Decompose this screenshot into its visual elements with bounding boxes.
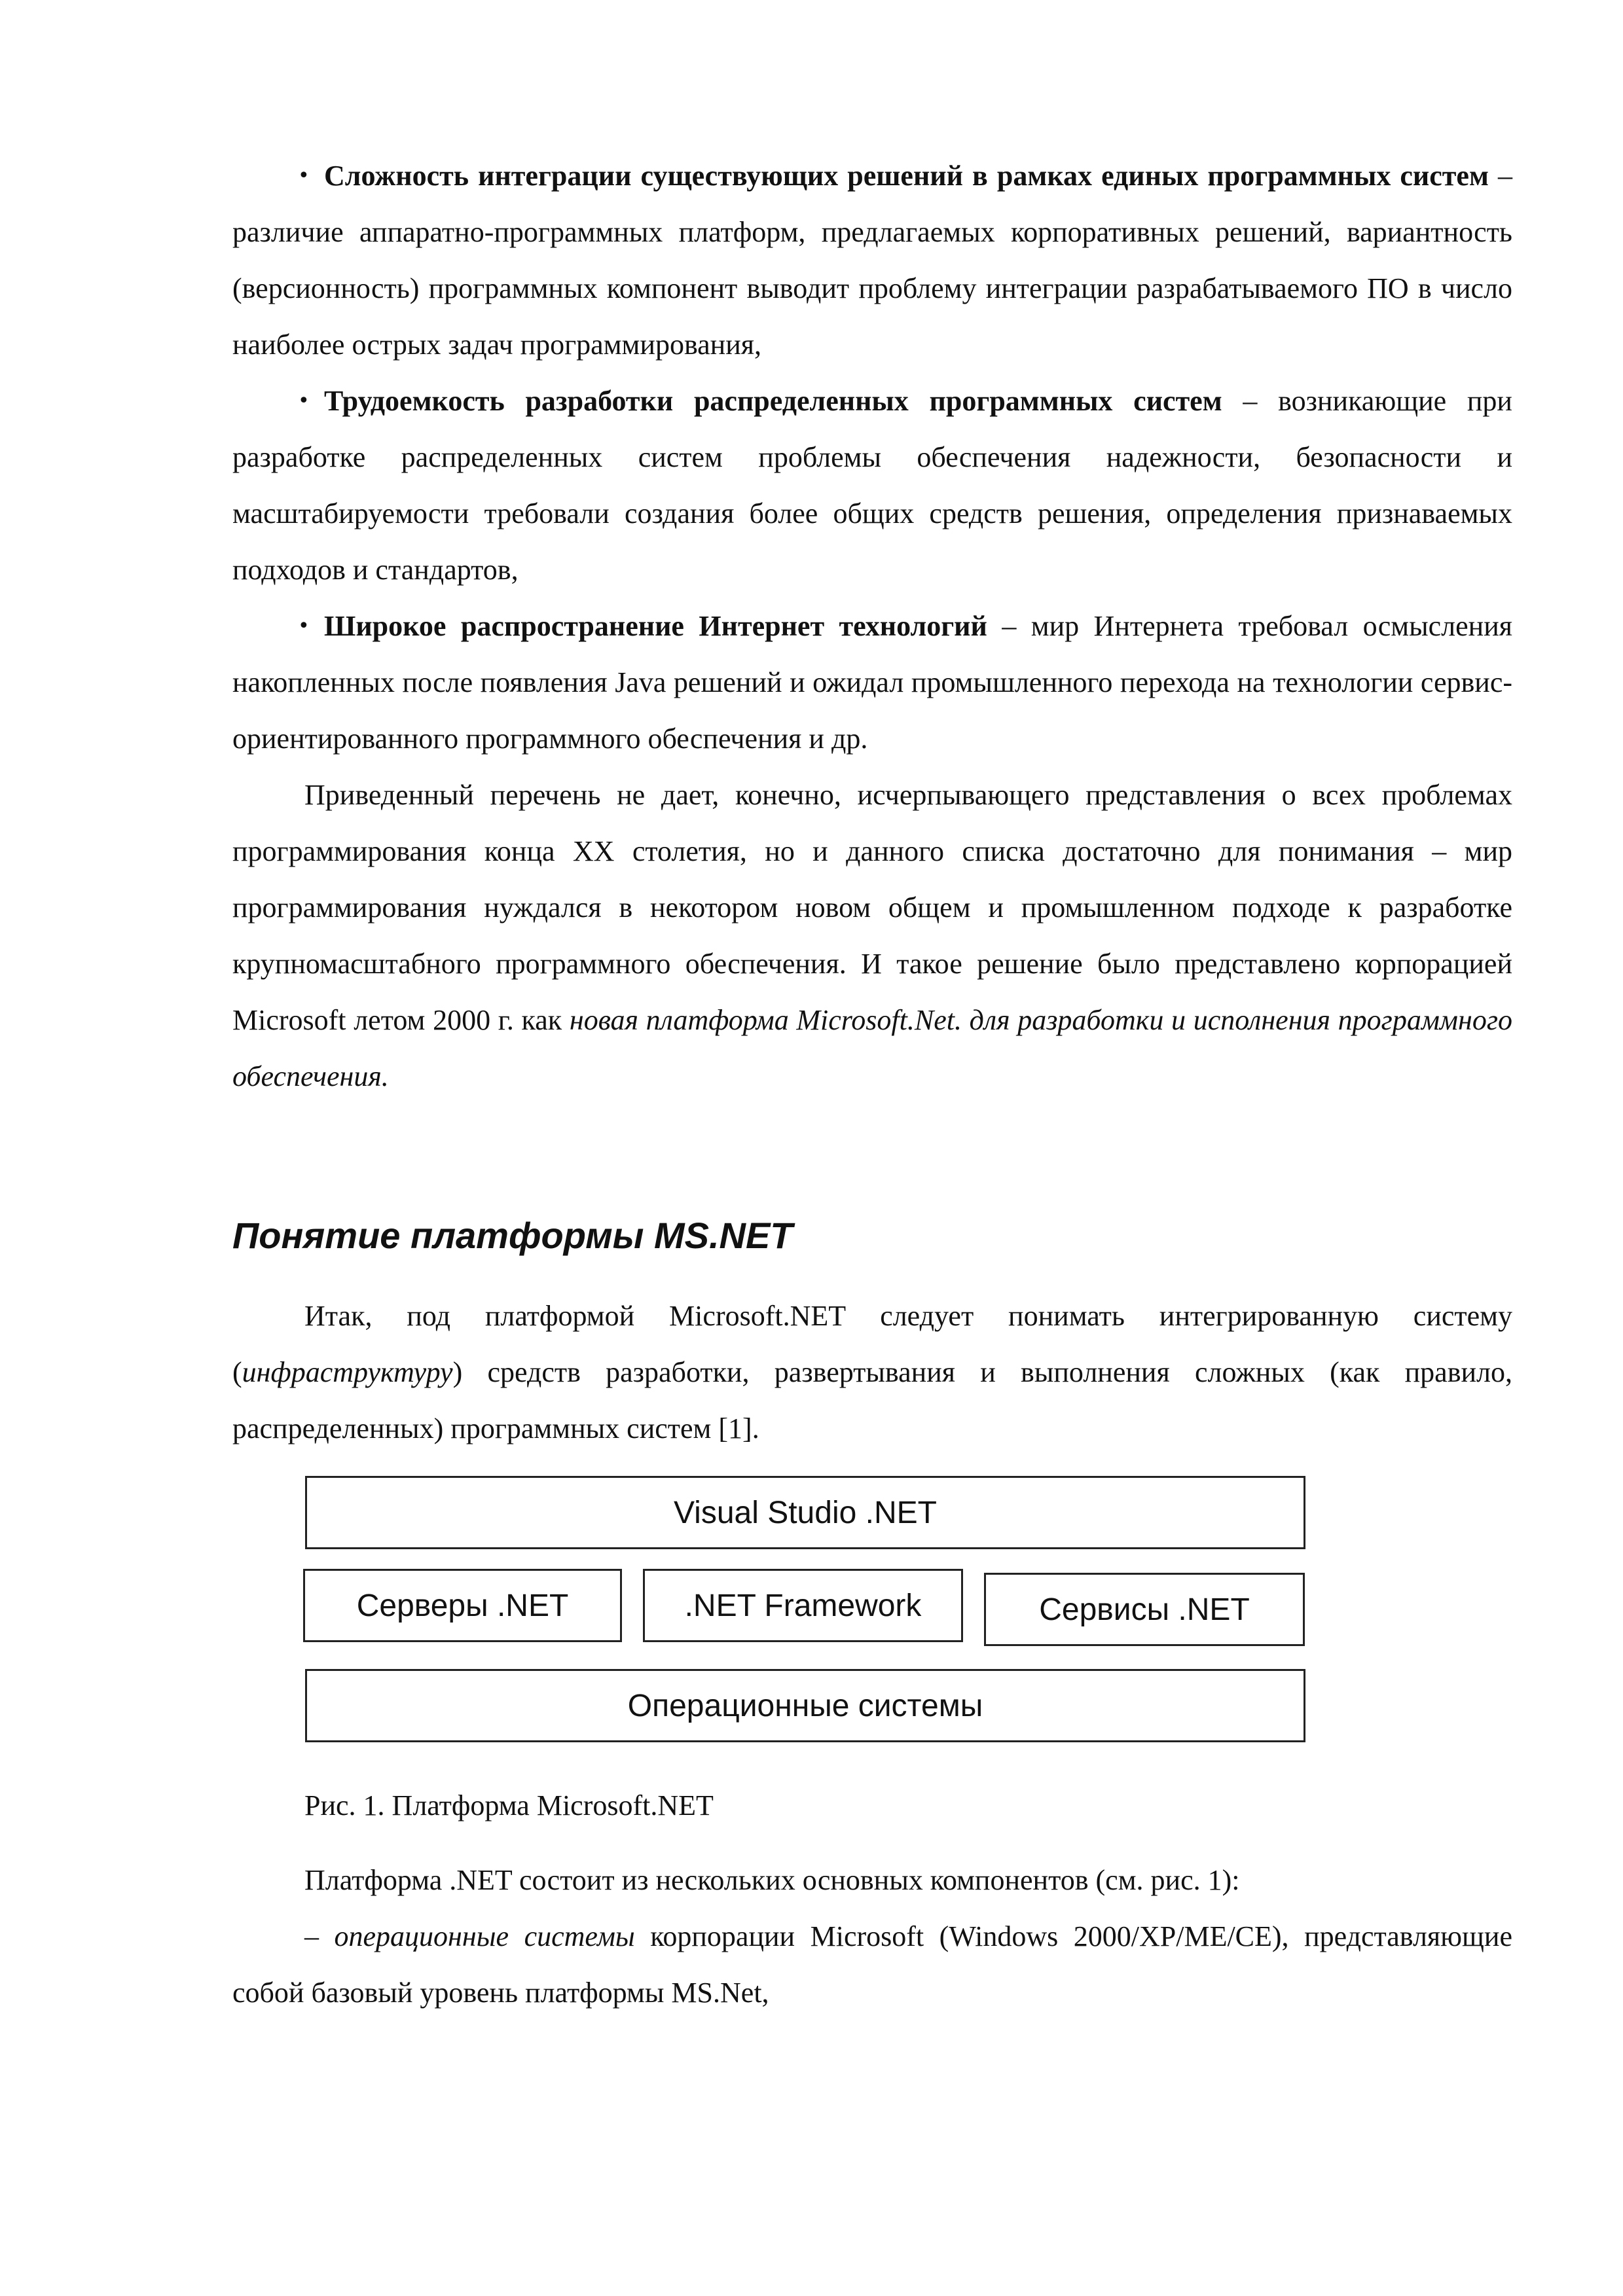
list-dash: – bbox=[304, 1920, 335, 1952]
bullet-icon: • bbox=[298, 615, 310, 637]
paragraph-definition-before: Итак, под платформой Microsoft.NET следует понимать интегрированную систему ( bbox=[232, 1300, 1512, 1388]
diagram-box-os: Операционные системы bbox=[305, 1669, 1305, 1742]
figure-caption: Рис. 1. Платформа Microsoft.NET bbox=[304, 1789, 714, 1821]
bullet-icon: • bbox=[298, 164, 310, 187]
bullet-description: – мир Интернета требовал осмысления накопленных после появления Java решений и ожидал промышленного перехода на технологии сервис-ориентированного программного обеспечения и др. bbox=[232, 610, 1512, 755]
paragraph-summary-text: Приведенный перечень не дает, конечно, исчерпывающего представления о всех проблемах программирования конца XX столетия, но и данного списка достаточно для понимания – мир программирования нуждался в некотором новом общем и промышленном подходе к разработке крупномасштабного программного обеспечения. И такое решение было представлено корпорацией Microsoft летом 2000 г. как bbox=[232, 779, 1512, 1036]
bullet-item-distributed bbox=[232, 373, 1512, 598]
diagram-box-servers: Серверы .NET bbox=[303, 1569, 622, 1642]
bullet-item-internet bbox=[232, 598, 1512, 767]
diagram-box-visual-studio: Visual Studio .NET bbox=[305, 1476, 1305, 1549]
bullet-description: – возникающие при разработке распределенных систем проблемы обеспечения надежности, безопасности и масштабируемости требовали создания более общих средств решения, определения признаваемых подходов и стандартов, bbox=[232, 385, 1512, 586]
list-item-term: операционные системы bbox=[334, 1920, 635, 1952]
bullet-list bbox=[232, 148, 1512, 1105]
components-block bbox=[232, 1852, 1512, 2021]
diagram-box-services: Сервисы .NET bbox=[984, 1573, 1305, 1646]
diagram-box-framework: .NET Framework bbox=[643, 1569, 963, 1642]
bullet-term: Трудоемкость разработки распределенных программных систем bbox=[324, 385, 1222, 417]
paragraph-definition-after: ) средств разработки, развертывания и выполнения сложных (как правило, распределенных) программных систем [1]. bbox=[232, 1356, 1512, 1444]
paragraph-summary bbox=[232, 767, 1512, 1105]
list-item-description: корпорации Microsoft (Windows 2000/XP/ME/CE), представляющие собой базовый уровень платформы MS.Net, bbox=[232, 1920, 1512, 2009]
bullet-term: Сложность интеграции существующих решений в рамках единых программных систем bbox=[324, 160, 1489, 192]
bullet-term: Широкое распространение Интернет технологий bbox=[324, 610, 987, 642]
intro-block bbox=[232, 1288, 1512, 1457]
paragraph-definition bbox=[232, 1288, 1512, 1457]
section-heading: Понятие платформы MS.NET bbox=[232, 1215, 793, 1256]
bullet-description: – различие аппаратно-программных платформ, предлагаемых корпоративных решений, вариантность (версионность) программных компонент выводит проблему интеграции разрабатываемого ПО в число наиболее острых задач программирования, bbox=[232, 160, 1512, 361]
list-item-os bbox=[232, 1909, 1512, 2021]
paragraph-components: Платформа .NET состоит из нескольких основных компонентов (см. рис. 1): bbox=[304, 1864, 1240, 1896]
bullet-item-integration bbox=[232, 148, 1512, 373]
paragraph-summary-italic: новая платформа Microsoft.Net. для разработки и исполнения программного обеспечения. bbox=[232, 1004, 1513, 1092]
bullet-icon: • bbox=[298, 389, 310, 412]
paragraph-definition-italic: инфраструктуру bbox=[242, 1356, 453, 1388]
